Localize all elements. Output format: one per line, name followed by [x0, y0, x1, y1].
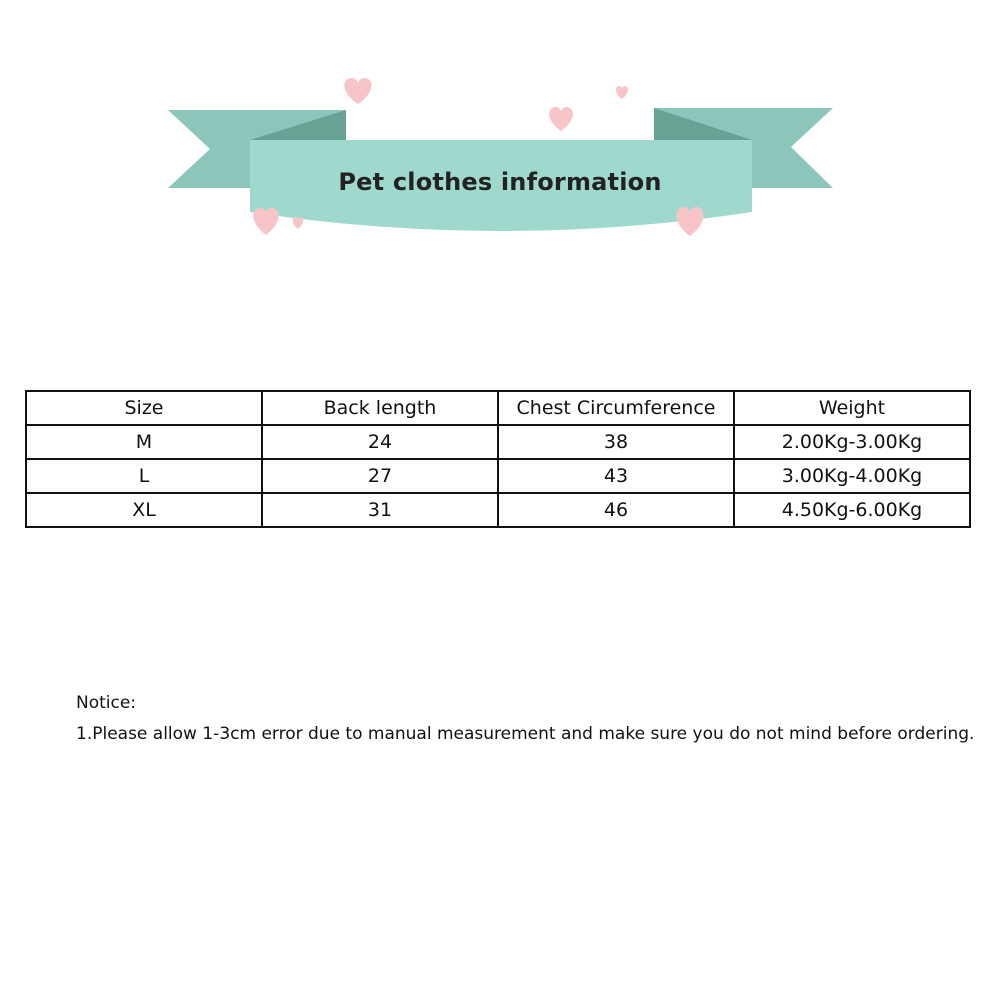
- notice-heading: Notice:: [76, 693, 137, 713]
- cell-size: M: [26, 425, 262, 459]
- cell-back-length: 24: [262, 425, 498, 459]
- column-header-weight: Weight: [734, 391, 970, 425]
- notice-section: [76, 688, 974, 750]
- cell-size: L: [26, 459, 262, 493]
- cell-back-length: 31: [262, 493, 498, 527]
- heart-icon: [549, 107, 573, 131]
- cell-chest-circumference: 38: [498, 425, 734, 459]
- column-header-size: Size: [26, 391, 262, 425]
- cell-chest-circumference: 43: [498, 459, 734, 493]
- heart-icon: [616, 86, 628, 99]
- page-title: Pet clothes information: [338, 168, 662, 196]
- heart-icon: [344, 78, 371, 104]
- notice-line: 1.Please allow 1-3cm error due to manual measurement and make sure you do not mind before ordering.: [76, 724, 975, 744]
- cell-weight: 2.00Kg-3.00Kg: [734, 425, 970, 459]
- cell-weight: 3.00Kg-4.00Kg: [734, 459, 970, 493]
- table-header-row: [26, 391, 970, 425]
- table-row: [26, 459, 970, 493]
- table-row: [26, 493, 970, 527]
- cell-back-length: 27: [262, 459, 498, 493]
- table-row: [26, 425, 970, 459]
- title-banner: [0, 0, 1000, 260]
- ribbon-graphic: [0, 0, 1000, 260]
- cell-weight: 4.50Kg-6.00Kg: [734, 493, 970, 527]
- cell-size: XL: [26, 493, 262, 527]
- column-header-back-length: Back length: [262, 391, 498, 425]
- column-header-chest-circumference: Chest Circumference: [498, 391, 734, 425]
- cell-chest-circumference: 46: [498, 493, 734, 527]
- size-chart-table: [25, 390, 971, 528]
- heart-icon: [293, 217, 304, 229]
